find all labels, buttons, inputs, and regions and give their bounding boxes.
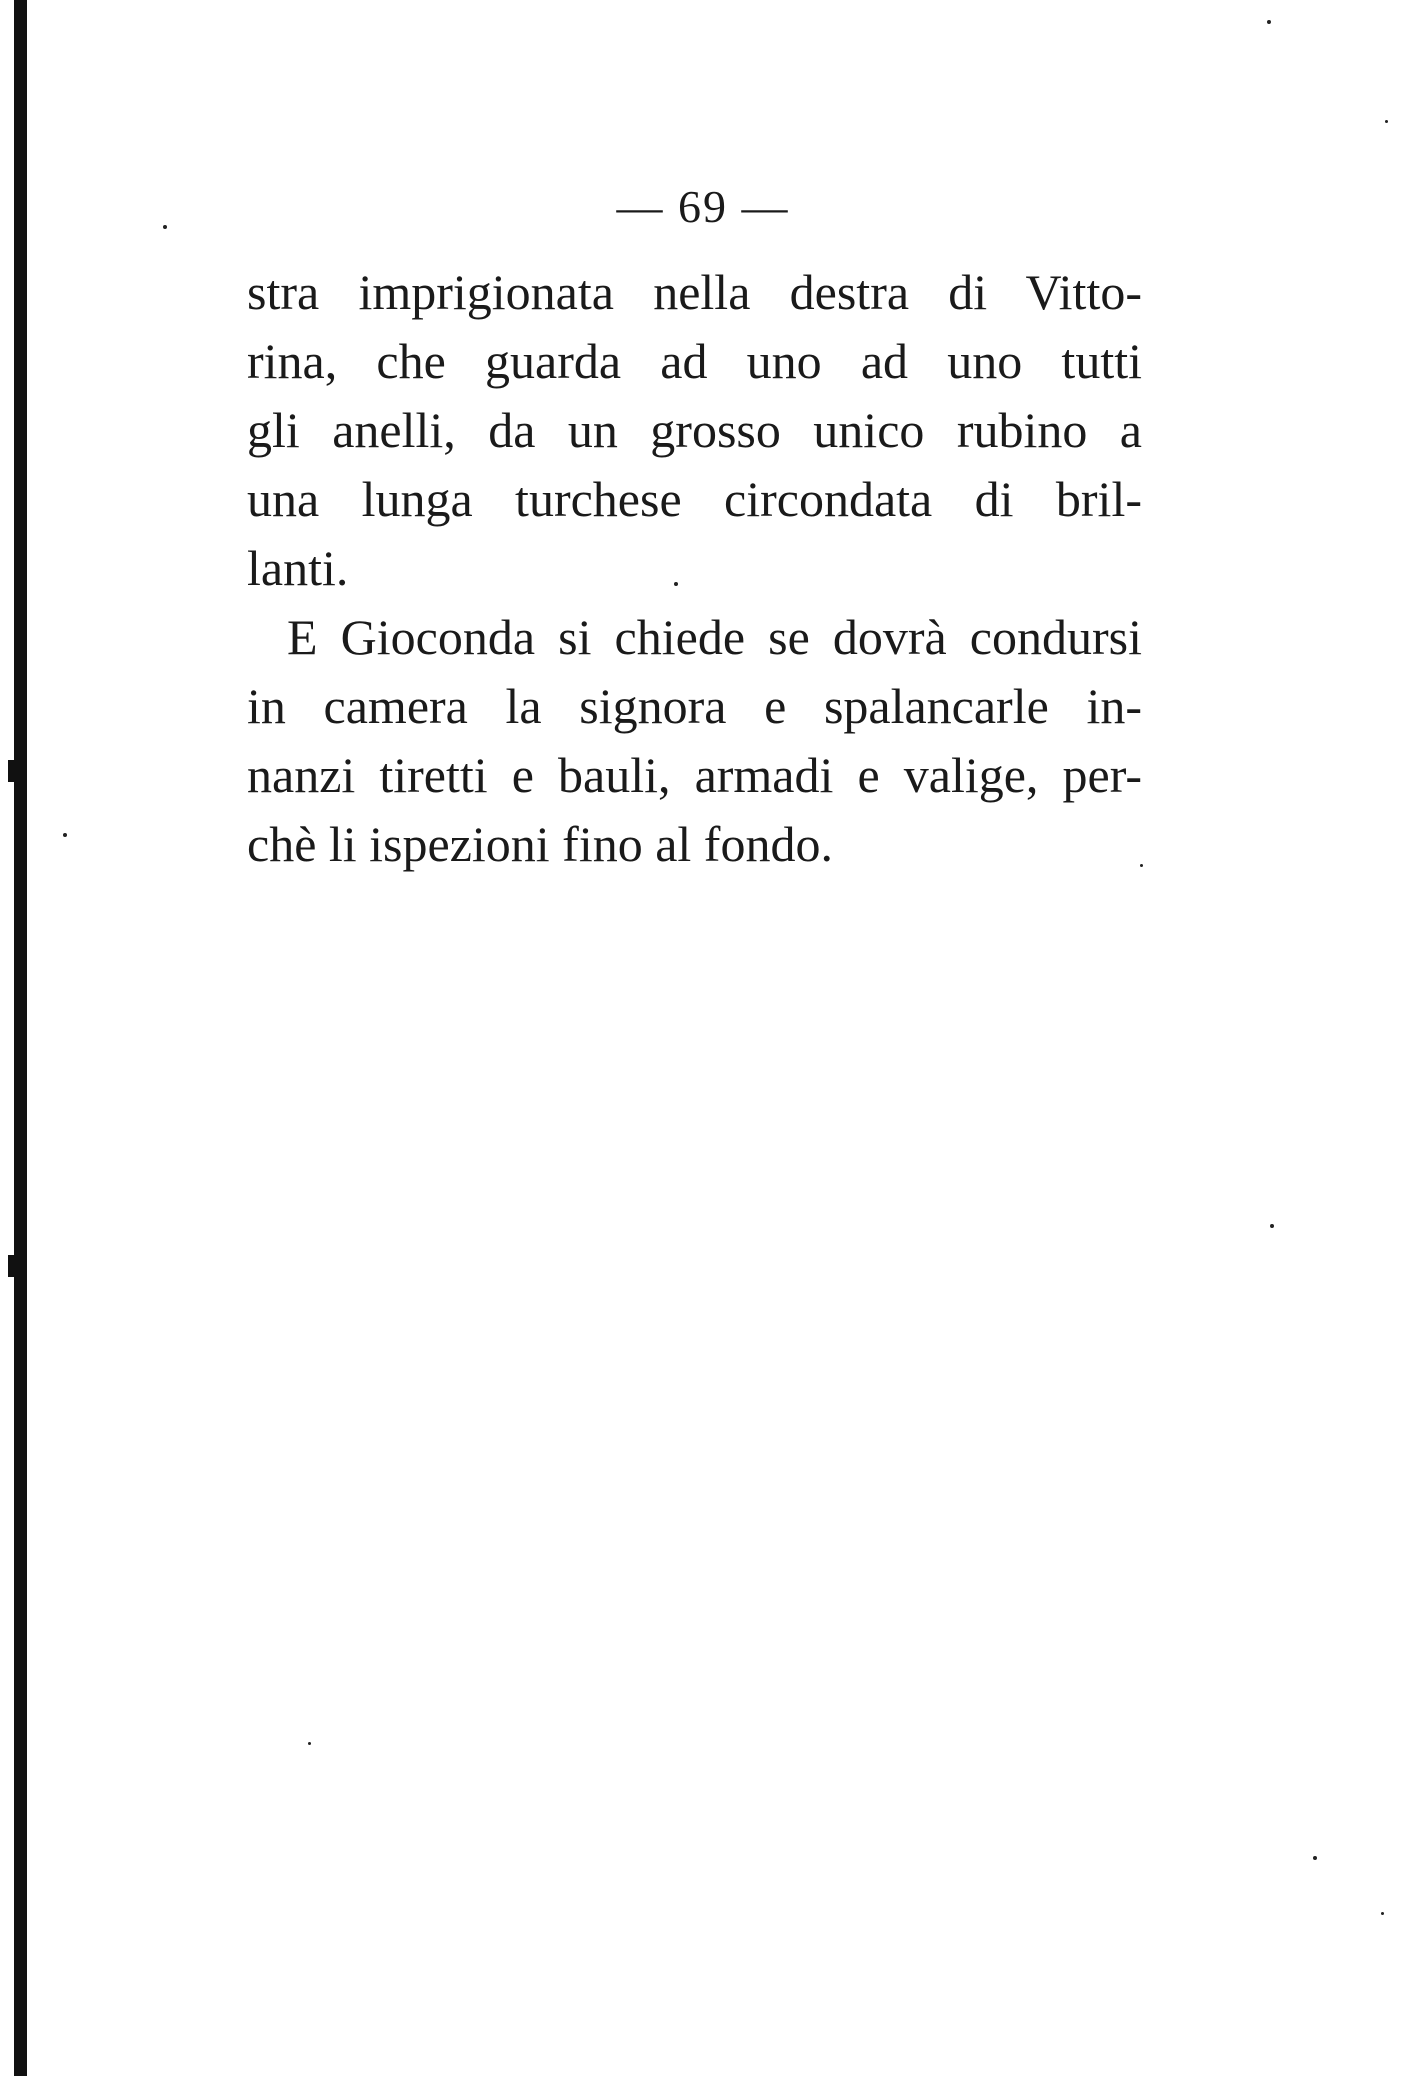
body-text xyxy=(247,258,1142,879)
scan-speck xyxy=(1267,20,1271,24)
text-line: rina, che guarda ad uno ad uno tutti xyxy=(247,333,1142,389)
scan-speck xyxy=(674,582,678,586)
text-line: nanzi tiretti e bauli, armadi e valige, per- xyxy=(247,747,1142,803)
text-line: in camera la signora e spalancarle in- xyxy=(247,678,1142,734)
text-line: stra imprigionata nella destra di Vitto- xyxy=(247,264,1142,320)
binding-mark xyxy=(8,1255,16,1277)
scan-speck xyxy=(1140,864,1143,867)
scan-speck xyxy=(63,833,67,837)
text-line: lanti. xyxy=(247,540,349,596)
text-line: chè li ispezioni fino al fondo. xyxy=(247,816,833,872)
scan-speck xyxy=(1270,1224,1274,1228)
scan-speck xyxy=(1381,1912,1384,1915)
scan-speck xyxy=(1385,120,1388,123)
scan-speck xyxy=(163,225,167,229)
binding-edge xyxy=(14,0,27,2076)
text-line: E Gioconda si chiede se dovrà condursi xyxy=(287,609,1142,665)
scan-speck xyxy=(308,1742,311,1745)
binding-mark xyxy=(8,760,16,782)
scan-speck xyxy=(1313,1856,1317,1860)
text-line: gli anelli, da un grosso unico rubino a xyxy=(247,402,1142,458)
page-number: — 69 — xyxy=(616,181,790,232)
text-line: una lunga turchese circondata di bril- xyxy=(247,471,1142,527)
